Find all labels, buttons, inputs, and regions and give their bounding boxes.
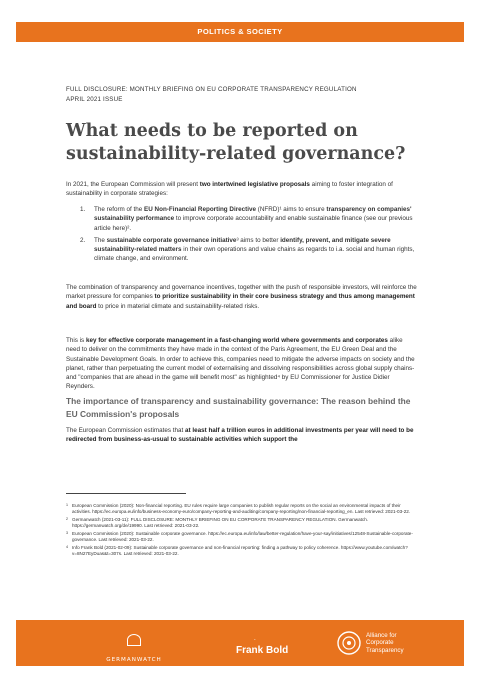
corporate-management-paragraph: This is key for effective corporate management in a fast-changing world where governments and corporates alike need to deliver on the commitments they have made in the context of the Paris Agreement, the EU Green Deal and the Sustainable Development Goals. In order to achieve this, companies need to mitigate the adverse impacts on society and the planet, rather than perpetuating the current model of externalising and dissolving responsibilities across global supply chains- and "companies that are ahead in the game will benefit most" as highlighted⁴ by EU Commissioner for Justice Didier Reynders. <box>66 337 415 391</box>
footnote: 4 Info Frank Bold (2021-02-09): Sustainable corporate governance and non-financial reporting: finding a pathway to policy coherence. https://www.youtube.com/watch?v=8N27EyDuas&t=307s. Last retrieved: 2021-03-22. <box>66 544 408 556</box>
germanwatch-icon <box>127 634 141 646</box>
footer-banner <box>16 620 464 666</box>
proposal-list <box>66 205 418 267</box>
market-pressure-paragraph: The combination of transparency and governance incentives, together with the push of responsible investors, will reinforce the market pressure for companies to prioritize sustainability in their core business strategy and thus among management and board to price in material climate and sustainability-related risks. <box>66 284 417 310</box>
investment-paragraph: The European Commission estimates that at least half a trillion euros in additional investments per year will need to be redirected from business-as-usual to sustainable activities which support the <box>66 427 414 444</box>
kicker-series: FULL DISCLOSURE: MONTHLY BRIEFING ON EU CORPORATE TRANSPARENCY REGULATION <box>66 86 357 93</box>
footnote: 1 European Commission (2020): Non-financial reporting. EU rules require large companies to publish regular reports on the social an environmental impacts of their activities. https://ec.europa.eu/info/business-economy-euro/company-reporting-and-auditing/company-reporting/non-financial-reporting_en. Last retrieved: 2021-03-22. <box>66 503 411 515</box>
footnote: 3 European Commission (2020): Sustainable corporate governance. https://ec.europa.eu/info/law/better-regulation/have-your-say/initiatives/12548-Sustainable-corporate-governance. Last retrieved: 2021-03-22. <box>66 530 413 543</box>
intro-paragraph: In 2021, the European Commission will present two intertwined legislative proposals aiming to foster integration of sustainability in corporate strategies: <box>66 181 393 198</box>
frank-bold-logo: ´ Frank Bold <box>236 639 289 656</box>
germanwatch-logo: GERMANWATCH <box>104 634 164 666</box>
alliance-icon <box>336 630 362 656</box>
list-number: 2. <box>80 236 86 244</box>
section-banner: POLITICS & SOCIETY <box>16 22 464 42</box>
footnote-divider <box>66 493 186 494</box>
alliance-logo <box>336 630 456 658</box>
section-subheading: The importance of transparency and sustainability governance: The reason behind the EU Commission's proposals <box>66 396 411 419</box>
list-item: 2. The sustainable corporate governance initiative³ aims to better identify, prevent, and mitigate severe sustainability-related matters in their own operations and value chains as regards to i.a. social and human rights, climate change, and environment. <box>80 236 415 263</box>
list-number: 1. <box>80 206 86 213</box>
briefing-kicker <box>66 85 426 105</box>
page-title: What needs to be reported on sustainability-related governance? <box>66 121 406 164</box>
footnote: 2 Germanwatch (2021-03-11): FULL DISCLOSURE: MONTHLY BRIEFING ON EU CORPORATE TRANSPARENCY REGULATION. Germanwatch. https://germanwatch.org/de/19990. Last retrieved: 2021-03-22. <box>66 516 369 529</box>
list-item: 1. The reform of the EU Non-Financial Reporting Directive (NFRD)¹ aims to ensure transparency on companies' sustainability performance to improve corporate accountability and enable sustainable finance (see our previous article here)². <box>80 206 413 232</box>
alliance-name: Alliance for Corporate Transparency <box>366 632 404 654</box>
kicker-issue: APRIL 2021 ISSUE <box>66 96 123 103</box>
footnotes <box>66 503 418 559</box>
